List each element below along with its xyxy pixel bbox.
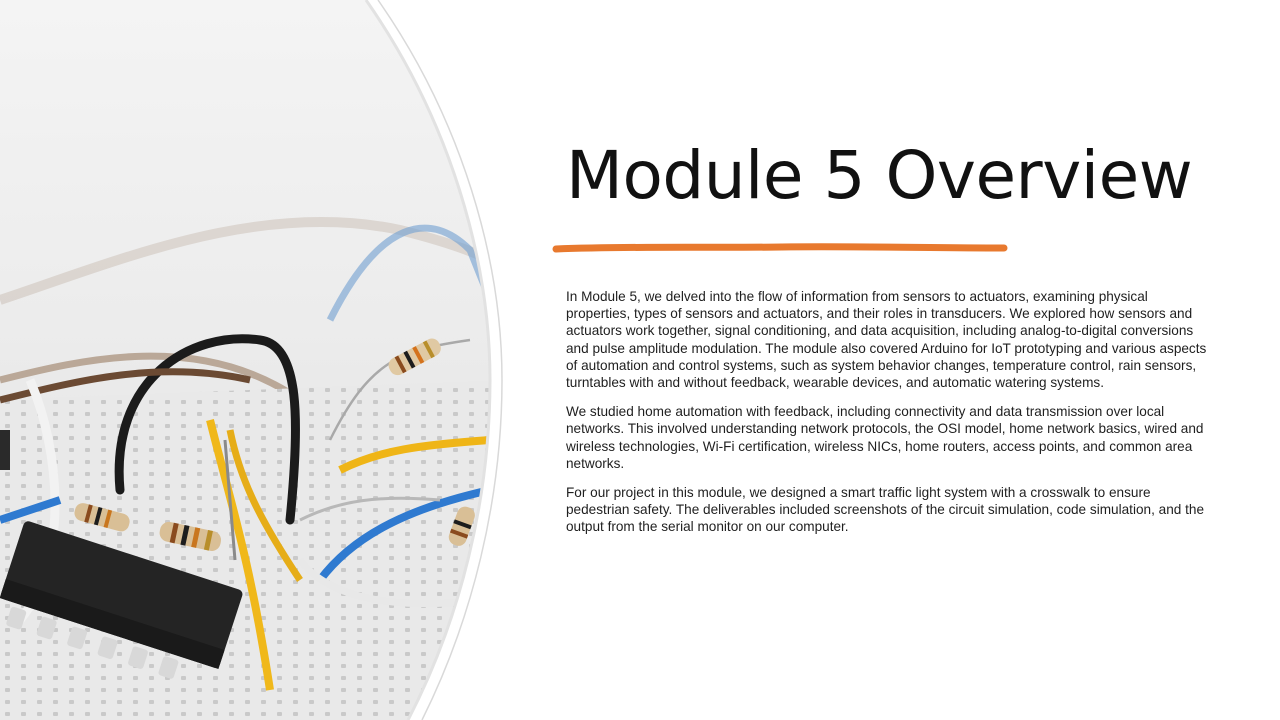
overview-paragraph: We studied home automation with feedback, including connectivity and data transmission over local networks. This involved understanding network protocols, the OSI model, home network basics, wired and wireless technologies, Wi-Fi certification, wireless NICs, home routers, access points, and common area networks. — [566, 404, 1204, 471]
overview-body — [566, 288, 1212, 548]
title-accent-underline — [552, 240, 1008, 256]
overview-paragraph: In Module 5, we delved into the flow of information from sensors to actuators, examining physical properties, types of sensors and actuators, and their roles in transducers. We explored how sensors and actuators work together, signal conditioning, and data acquisition, including analog-to-digital conversions and pulse amplitude modulation. The module also covered Arduino for IoT prototyping and various aspects of automation and control systems, such as system behavior changes, temperature control, rain sensors, turntables with and without feedback, wearable devices, and automatic watering systems. — [566, 289, 1207, 391]
page-title: Module 5 Overview — [566, 137, 1193, 214]
overview-paragraph: For our project in this module, we designed a smart traffic light system with a crosswalk to ensure pedestrian safety. The deliverables included screenshots of the circuit simulation, code simulation, and the output from the serial monitor on our computer. — [566, 485, 1205, 535]
